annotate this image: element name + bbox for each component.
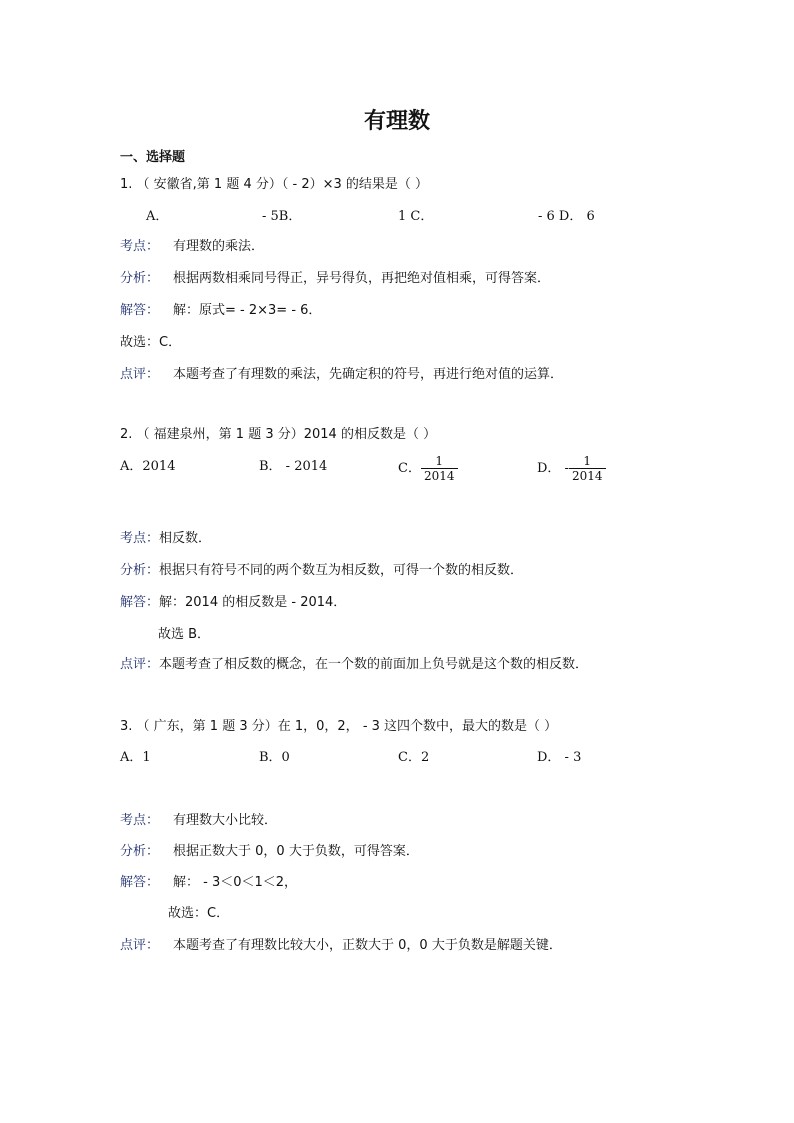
q3-guxuan: 故选：C． — [168, 906, 230, 921]
q1-kaodian — [120, 238, 264, 256]
dianping-text: 本题考查了有理数比较大小，正数大于 0，0 大于负数是解题关键． — [173, 938, 562, 953]
page-title: 有理数 — [363, 109, 430, 134]
fenxi-label: 分析： — [120, 844, 160, 859]
fenxi-label: 分析： — [120, 271, 160, 286]
kaodian-label: 考点： — [120, 813, 160, 828]
question-1-stem: 1. （ 安徽省,第 1 题 4 分）（ - 2）×3 的结果是（ ） — [120, 177, 429, 192]
dianping-text: 本题考查了相反数的概念，在一个数的前面加上负号就是这个数的相反数． — [159, 657, 589, 672]
q1-option-b: - 5B． — [262, 209, 302, 224]
q1-guxuan: 故选：C． — [120, 335, 182, 350]
q1-jieda — [120, 302, 321, 320]
q1-option-d: - 6 D． 6 — [538, 209, 595, 224]
question-3-stem: 3. （ 广东，第 1 题 3 分）在 1，0，2， - 3 这四个数中，最大的数是（ ） — [120, 719, 558, 734]
dianping-label: 点评： — [120, 938, 160, 953]
jieda-text: 解：原式= - 2×3= - 6． — [173, 303, 322, 318]
kaodian-text: 有理数的乘法． — [173, 239, 265, 254]
q2-kaodian — [120, 530, 211, 548]
q2-option-d — [537, 454, 606, 483]
q3-fenxi — [120, 843, 419, 861]
q1-dianping — [120, 366, 563, 384]
q3-option-b: B．0 — [259, 750, 290, 765]
numerator: 1 — [569, 454, 606, 469]
q2-dianping — [120, 656, 588, 674]
dianping-text: 本题考查了有理数的乘法，先确定积的符号，再进行绝对值的运算． — [173, 367, 564, 382]
denominator: 2014 — [571, 469, 603, 483]
jieda-text: 解：2014 的相反数是 - 2014． — [159, 595, 347, 610]
q3-option-a: A．1 — [120, 750, 151, 765]
question-2-stem: 2. （ 福建泉州，第 1 题 3 分）2014 的相反数是（ ） — [120, 427, 437, 442]
fraction — [569, 454, 606, 483]
q3-jieda — [120, 874, 297, 892]
q3-dianping — [120, 937, 562, 955]
dianping-label: 点评： — [120, 367, 160, 382]
jieda-label: 解答： — [120, 875, 160, 890]
fenxi-text: 根据正数大于 0，0 大于负数，可得答案． — [173, 844, 419, 859]
fenxi-label: 分析： — [120, 563, 160, 578]
denominator: 2014 — [423, 469, 455, 483]
q2-jieda — [120, 594, 346, 612]
jieda-text: 解： - 3＜0＜1＜2， — [173, 875, 298, 890]
fenxi-text: 根据两数相乘同号得正，异号得负，再把绝对值相乘，可得答案． — [173, 271, 551, 286]
dianping-label: 点评： — [120, 657, 160, 672]
q3-option-c: C．2 — [398, 750, 430, 765]
q2-option-d-label: D． - — [537, 461, 569, 476]
q1-fenxi — [120, 270, 550, 288]
q2-option-c — [398, 454, 458, 483]
kaodian-text: 有理数大小比较． — [173, 813, 278, 828]
q2-option-a: A．2014 — [120, 459, 176, 474]
kaodian-label: 考点： — [120, 531, 160, 546]
q2-option-b: B． - 2014 — [259, 459, 328, 474]
jieda-label: 解答： — [120, 595, 160, 610]
numerator: 1 — [421, 454, 458, 469]
q2-guxuan: 故选 B． — [158, 627, 211, 642]
q2-option-c-label: C． — [398, 461, 421, 476]
section-heading: 一、选择题 — [120, 150, 186, 165]
q1-option-a: A． — [146, 209, 169, 224]
q1-option-c: 1 C． — [398, 209, 434, 224]
kaodian-text: 相反数． — [159, 531, 212, 546]
q3-option-d: D． - 3 — [537, 750, 582, 765]
fraction — [421, 454, 458, 483]
q3-kaodian — [120, 812, 277, 830]
jieda-label: 解答： — [120, 303, 160, 318]
kaodian-label: 考点： — [120, 239, 160, 254]
q2-fenxi — [120, 562, 523, 580]
fenxi-text: 根据只有符号不同的两个数互为相反数，可得一个数的相反数． — [159, 563, 524, 578]
